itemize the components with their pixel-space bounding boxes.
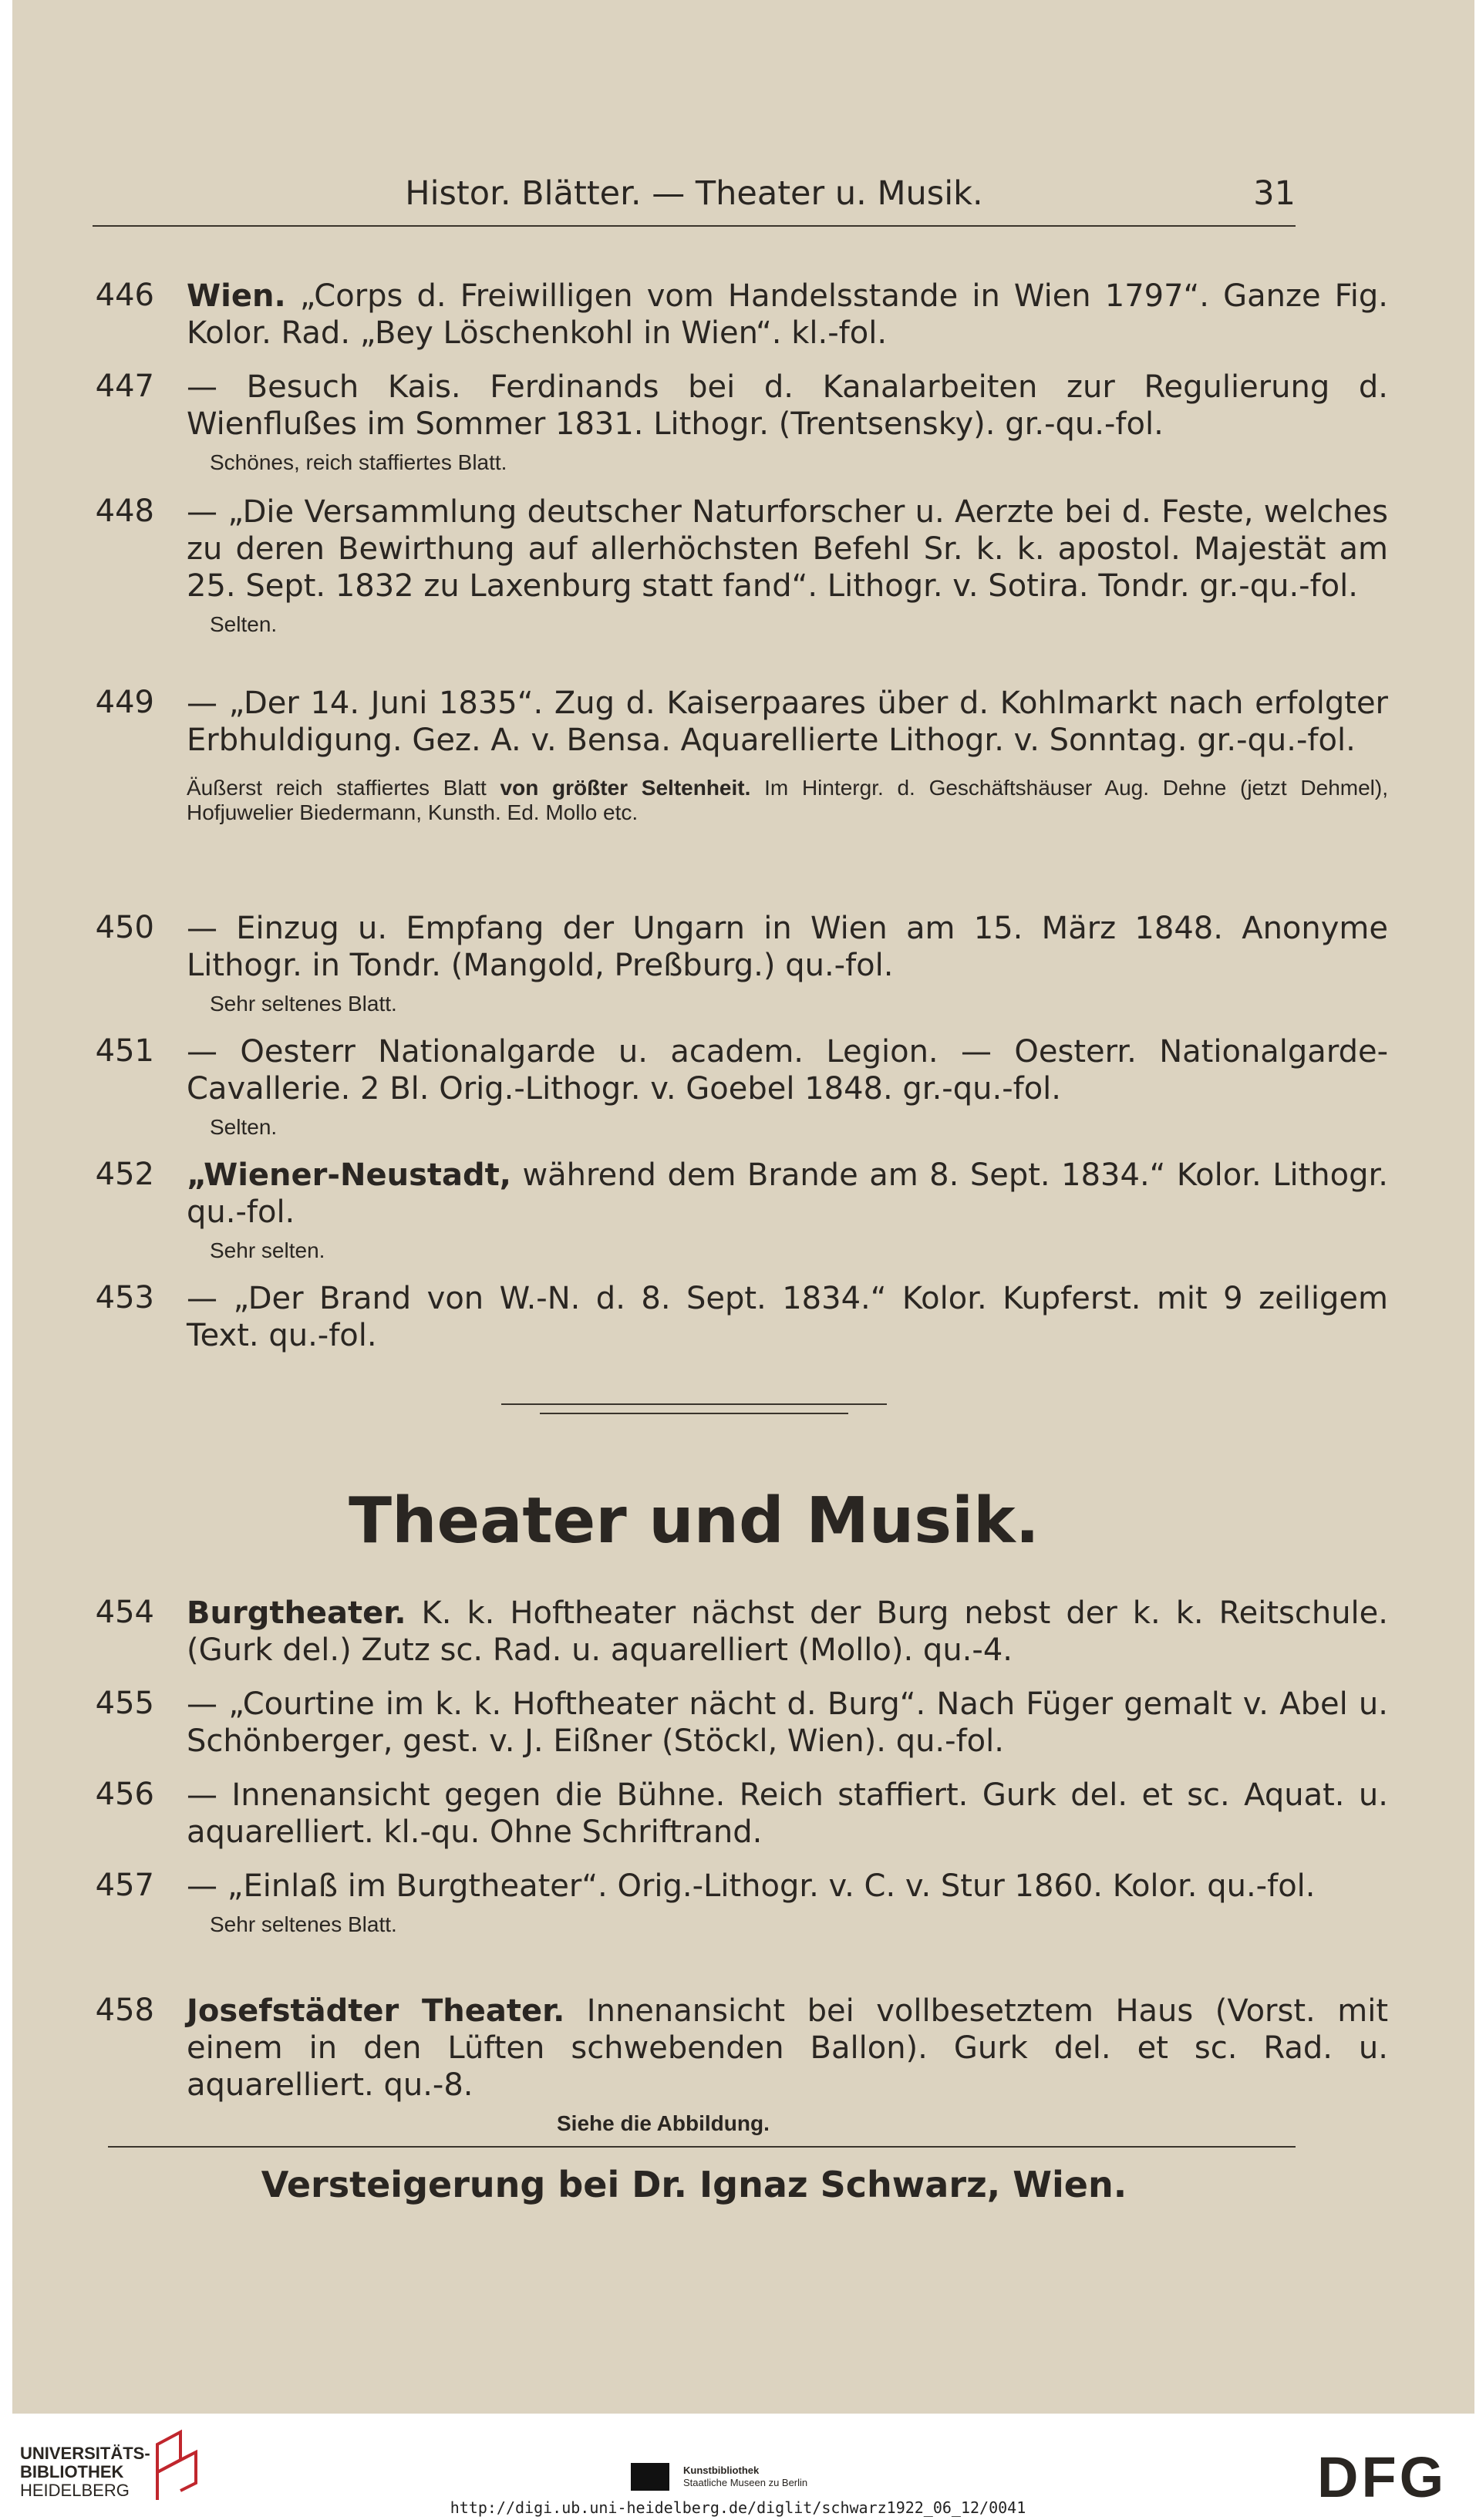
entry-text: — „Der 14. Juni 1835“. Zug d. Kaiserpaares über d. Kohlmarkt nach erfolgter Erbhuldigung. Gez. A. v. Bensa. Aquarellierte Lithogr. v. Sonntag. gr.-qu.-fol. Äußerst reich staffiertes Blatt von größter Seltenheit. Im Hintergr. d. Geschäftshäuser Aug. Dehne (jetzt Dehmel), Hofjuwelier Biedermann, Kunsth. Ed. Mollo etc. [187, 686, 1388, 824]
auction-footer: Versteigerung bei Dr. Ignaz Schwarz, Wien. [261, 2164, 1127, 2205]
entry-number: 458 [95, 1993, 154, 2028]
entry-note: Sehr selten. [210, 1238, 325, 1262]
section-title: Theater und Musik. [349, 1484, 1040, 1558]
entry-number: 457 [95, 1868, 154, 1903]
entry-number: 455 [95, 1686, 154, 1721]
header-rule [93, 225, 1296, 227]
entry-number: 451 [95, 1033, 154, 1069]
entry-note: Selten. [210, 612, 278, 636]
footer-rule [108, 2146, 1296, 2148]
entry-text: — Oesterr Nationalgarde u. academ. Legion. — Oesterr. Nationalgarde-Cavallerie. 2 Bl. Orig.-Lithogr. v. Goebel 1848. gr.-qu.-fol. Selten. [187, 1034, 1388, 1139]
entry-number: 446 [95, 278, 154, 313]
entry-text: — „Courtine im k. k. Hoftheater nächt d. Burg“. Nach Füger gemalt v. Abel u. Schönberger, gest. v. J. Eißner (Stöckl, Wien). qu.-fol. [187, 1686, 1388, 1759]
entry-text: Burgtheater. K. k. Hoftheater nächst der Burg nebst der k. k. Reitschule. (Gurk del.) Zutz sc. Rad. u. aquarelliert (Mollo). qu.-4. [187, 1595, 1388, 1668]
kunstbibliothek-logo [631, 2463, 669, 2491]
entry-number: 448 [95, 494, 154, 529]
page-number: 31 [1253, 174, 1296, 213]
entry-text: — „Die Versammlung deutscher Naturforscher u. Aerzte bei d. Feste, welches zu deren Bewirthung auf allerhöchsten Befehl Sr. k. k. apostol. Majestät am 25. Sept. 1832 zu Laxenburg statt fand“. Lithogr. v. Sotira. Tondr. gr.-qu.-fol. Selten. [187, 494, 1388, 636]
divider-rule [501, 1403, 887, 1405]
entry-text: „Wiener-Neustadt, während dem Brande am 8. Sept. 1834.“ Kolor. Lithogr. qu.-fol. Sehr selten. [187, 1157, 1388, 1262]
entry-number: 450 [95, 910, 154, 945]
entry-text: — Innenansicht gegen die Bühne. Reich staffiert. Gurk del. et sc. Aquat. u. aquarelliert. kl.-qu. Ohne Schriftrand. [187, 1777, 1388, 1850]
entry-number: 449 [95, 685, 154, 720]
entry-text: — „Einlaß im Burgtheater“. Orig.-Lithogr. v. C. v. Stur 1860. Kolor. qu.-fol. Sehr seltenes Blatt. [187, 1868, 1388, 1937]
entry-note: Äußerst reich staffiertes Blatt von größter Seltenheit. Im Hintergr. d. Geschäftshäuser Aug. Dehne (jetzt Dehmel), Hofjuwelier Biedermann, Kunsth. Ed. Mollo etc. [187, 776, 1388, 824]
entry-text: — Einzug u. Empfang der Ungarn in Wien am 15. März 1848. Anonyme Lithogr. in Tondr. (Mangold, Preßburg.) qu.-fol. Sehr seltenes Blatt. [187, 911, 1388, 1016]
dfg-logo: DFG [1317, 2445, 1447, 2509]
running-header [93, 174, 1296, 221]
permalink-url[interactable]: http://digi.ub.uni-heidelberg.de/diglit/schwarz1922_06_12/0041 [450, 2498, 1026, 2517]
university-library-label: UNIVERSITÄTS- BIBLIOTHEK HEIDELBERG [20, 2444, 150, 2500]
entry-number: 454 [95, 1595, 154, 1630]
kunstbibliothek-label: Kunstbibliothek Staatliche Museen zu Berlin [683, 2464, 808, 2488]
entry-heading: „Wiener-Neustadt, [187, 1157, 511, 1193]
entry-number: 456 [95, 1777, 154, 1812]
entry-note: Selten. [210, 1115, 278, 1139]
entry-number: 447 [95, 369, 154, 404]
entry-text: Josefstädter Theater. Innenansicht bei vollbesetztem Haus (Vorst. mit einem in den Lüften schwebenden Ballon). Gurk del. et sc. Rad. u. aquarelliert. qu.-8. Siehe die Abbildung. [187, 1993, 1388, 2135]
entry-text: — Besuch Kais. Ferdinands bei d. Kanalarbeiten zur Regulierung d. Wienflußes im Sommer 1831. Lithogr. (Trentsensky). gr.-qu.-fol. Schönes, reich staffiertes Blatt. [187, 369, 1388, 474]
entry-heading: Burgtheater. [187, 1595, 406, 1631]
entry-note: Sehr seltenes Blatt. [210, 992, 397, 1016]
entry-number: 453 [95, 1280, 154, 1316]
entry-number: 452 [95, 1157, 154, 1192]
entry-note: Siehe die Abbildung. [557, 2111, 770, 2135]
university-library-logo [150, 2429, 204, 2503]
entry-text: Wien. „Corps d. Freiwilligen vom Handelsstande in Wien 1797“. Ganze Fig. Kolor. Rad. „Bey Löschenkohl in Wien“. kl.-fol. [187, 278, 1388, 351]
entry-text: — „Der Brand von W.-N. d. 8. Sept. 1834.“ Kolor. Kupferst. mit 9 zeiligem Text. qu.-fol. [187, 1281, 1388, 1353]
entry-heading: Wien. [187, 278, 286, 314]
entry-note: Schönes, reich staffiertes Blatt. [210, 450, 507, 474]
header-title: Histor. Blätter. — Theater u. Musik. [405, 174, 983, 213]
divider-rule [540, 1413, 848, 1414]
entry-heading: Josefstädter Theater. [187, 1993, 565, 2029]
entry-note: Sehr seltenes Blatt. [210, 1912, 397, 1936]
